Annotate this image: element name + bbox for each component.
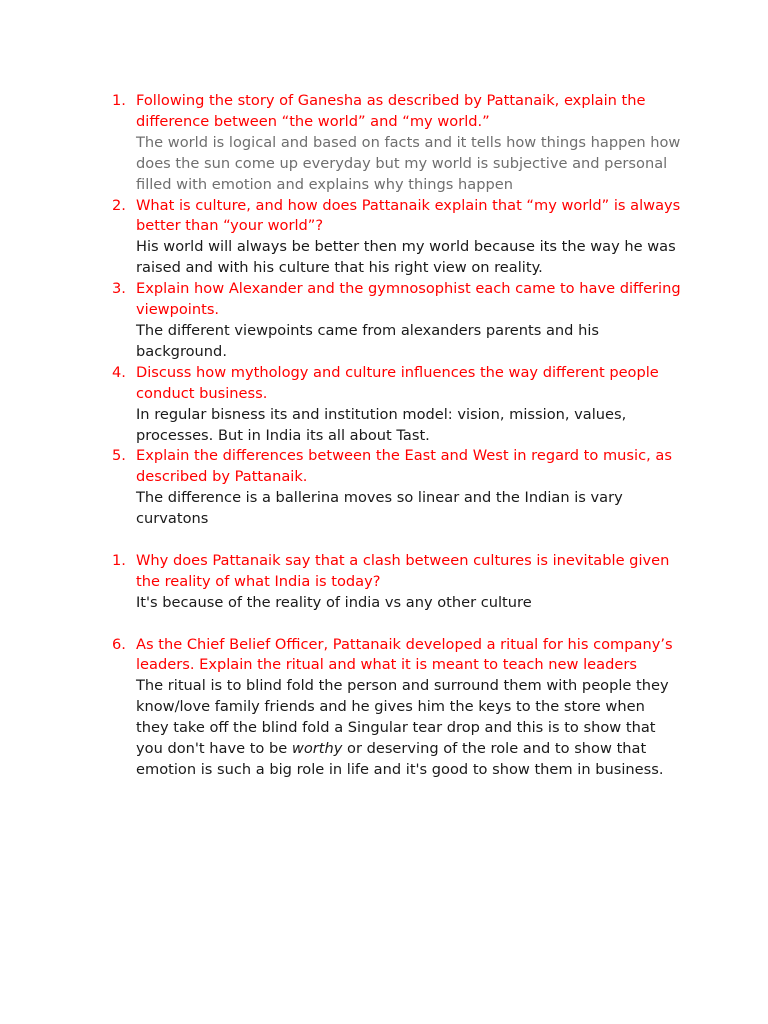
question-number: 6. <box>112 635 126 653</box>
question-item-1 <box>0 91 681 196</box>
question-number: 3. <box>112 280 126 298</box>
paragraph-gap <box>0 530 768 551</box>
question-text: Following the story of Ganesha as described by Pattanaik, explain the difference between “the world” and “my world.” <box>136 92 646 130</box>
answer-text-part: The ritual is to blind fold the person and surround them with people they know/love family friends and he gives him the keys to the store when they take off the blind fold a Singular tear drop and this is to show that you don't have to be <box>136 677 669 758</box>
question-text: Why does Pattanaik say that a clash between cultures is inevitable given the reality of what India is today? <box>136 551 670 590</box>
question-item-4 <box>0 363 681 447</box>
question-item-6 <box>0 551 681 614</box>
question-text: Explain how Alexander and the gymnosophist each came to have differing viewpoints. <box>136 280 681 319</box>
answer-text-part: or deserving of the role and to show that emotion is such a big role in life and it's good to show them in business. <box>136 740 664 778</box>
question-item-2 <box>0 196 681 280</box>
question-item-5 <box>0 446 681 530</box>
question-number: 4. <box>112 363 126 381</box>
answer-text: It's because of the reality of india vs any other culture <box>136 593 532 611</box>
question-item-7 <box>0 635 681 781</box>
document-page <box>0 91 768 781</box>
question-item-3 <box>0 279 681 363</box>
answer-text: The different viewpoints came from alexanders parents and his background. <box>136 321 599 360</box>
question-text: What is culture, and how does Pattanaik explain that “my world” is always better than “your world”? <box>136 196 681 235</box>
answer-text: The difference is a ballerina moves so linear and the Indian is vary curvatons <box>136 489 623 528</box>
question-text: As the Chief Belief Officer, Pattanaik developed a ritual for his company’s leaders. Explain the ritual and what it is meant to teach new leaders <box>136 635 673 674</box>
paragraph-gap <box>0 614 768 635</box>
question-number: 1. <box>112 551 126 569</box>
question-number: 2. <box>112 196 126 214</box>
answer-emphasis: worthy <box>291 740 343 758</box>
answer-text <box>136 676 681 781</box>
answer-text: The world is logical and based on facts and it tells how things happen how does the sun come up everyday but my world is subjective and personal filled with emotion and explains why things happen <box>136 133 681 193</box>
question-text: Explain the differences between the East and West in regard to music, as described by Pattanaik. <box>136 447 672 486</box>
question-number: 1. <box>112 92 126 109</box>
question-text: Discuss how mythology and culture influences the way different people conduct business. <box>136 363 659 402</box>
answer-text: His world will always be better then my world because its the way he was raised and with his culture that his right view on reality. <box>136 238 676 277</box>
answer-text: In regular bisness its and institution model: vision, mission, values, processes. But in India its all about Tast. <box>136 405 627 444</box>
question-number: 5. <box>112 447 126 465</box>
